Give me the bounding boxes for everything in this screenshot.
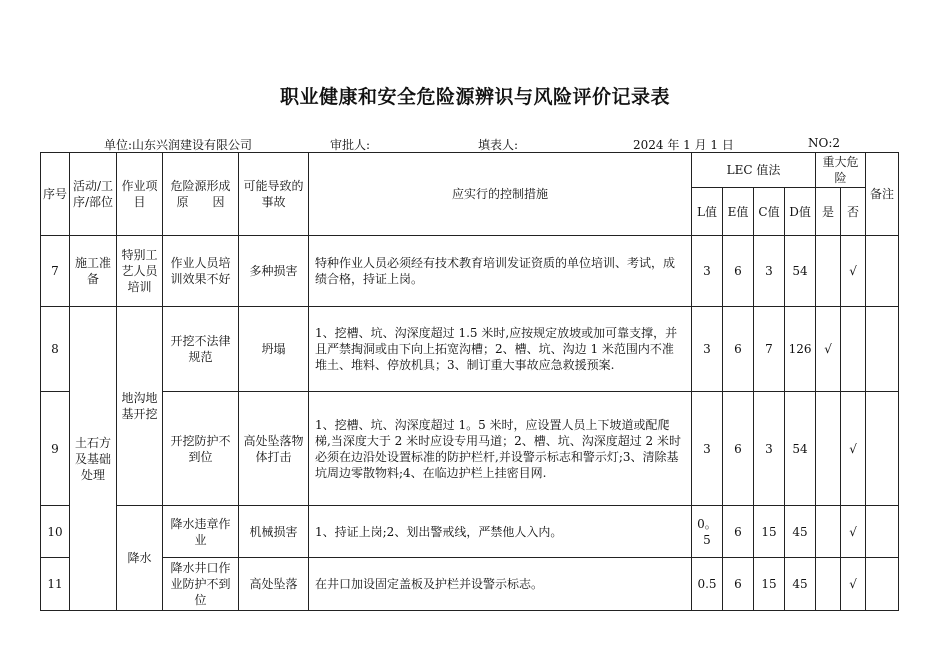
measures-cell: 1、挖槽、坑、沟深度超过 1。5 米时，应设置人员上下坡道或配爬梯,当深度大于 2 米时应设专用马道；2、槽、坑、沟深度超过 2 米时必须在边沿处设置标准的防护栏杆,并设警示标志和警示灯;3、清除基坑周边零散物料;4、在临边护栏上挂密目网. xyxy=(309,392,692,506)
remark-cell xyxy=(866,307,899,392)
header-yes: 是 xyxy=(816,188,841,236)
item-cell: 特别工艺人员培训 xyxy=(117,236,163,307)
header-l: L值 xyxy=(692,188,723,236)
measures-cell: 在井口加设固定盖板及护栏并设警示标志。 xyxy=(309,558,692,611)
hazard-cell: 开挖不法律规范 xyxy=(163,307,239,392)
major-yes-cell: √ xyxy=(816,307,841,392)
remark-cell xyxy=(866,392,899,506)
l-cell: 3 xyxy=(692,236,723,307)
unit-label: 单位:山东兴润建设有限公司 xyxy=(104,138,253,152)
d-cell: 126 xyxy=(785,307,816,392)
accident-cell: 多种损害 xyxy=(239,236,309,307)
table-row xyxy=(41,307,899,392)
header-hazard-line2: 原 因 xyxy=(176,195,225,209)
c-cell: 15 xyxy=(754,558,785,611)
table-row xyxy=(41,236,899,307)
header-major: 重大危险 xyxy=(816,153,866,188)
major-yes-cell xyxy=(816,236,841,307)
approver-label: 审批人: xyxy=(330,138,371,152)
table-row xyxy=(41,392,899,506)
hazard-cell: 作业人员培训效果不好 xyxy=(163,236,239,307)
remark-cell xyxy=(866,506,899,558)
accident-cell: 高处坠落 xyxy=(239,558,309,611)
activity-group-cell: 土石方及基础处理 xyxy=(70,307,117,611)
major-yes-cell xyxy=(816,506,841,558)
header-d: D值 xyxy=(785,188,816,236)
c-cell: 15 xyxy=(754,506,785,558)
date-label: 2024 年 1 月 1 日 xyxy=(633,138,734,152)
seq-cell: 7 xyxy=(41,236,70,307)
major-no-cell: √ xyxy=(841,236,866,307)
accident-cell: 高处坠落物体打击 xyxy=(239,392,309,506)
d-cell: 54 xyxy=(785,236,816,307)
header-row-1 xyxy=(41,153,899,188)
l-cell: 0。5 xyxy=(692,506,723,558)
e-cell: 6 xyxy=(723,392,754,506)
header-activity: 活动/工序/部位 xyxy=(70,153,117,236)
major-no-cell: √ xyxy=(841,558,866,611)
header-hazard-line1: 危险源形成 xyxy=(170,179,231,193)
e-cell: 6 xyxy=(723,307,754,392)
document-title: 职业健康和安全危险源辨识与风险评价记录表 xyxy=(279,86,670,108)
header-measures: 应实行的控制措施 xyxy=(309,153,692,236)
remark-cell xyxy=(866,236,899,307)
major-no-cell: √ xyxy=(841,392,866,506)
header-e: E值 xyxy=(723,188,754,236)
header-lec: LEC 值法 xyxy=(692,153,816,188)
measures-cell: 1、挖槽、坑、沟深度超过 1.5 米时,应按规定放坡或加可靠支撑，并且严禁掏洞或由下向上拓宽沟槽；2、槽、坑、沟边 1 米范围内不准堆土、堆料、停放机具；3、制订重大事故应急救援预案. xyxy=(309,307,692,392)
header-c: C值 xyxy=(754,188,785,236)
header-no: 否 xyxy=(841,188,866,236)
item-group-cell: 降水 xyxy=(117,506,163,611)
e-cell: 6 xyxy=(723,558,754,611)
seq-cell: 11 xyxy=(41,558,70,611)
seq-cell: 9 xyxy=(41,392,70,506)
table-row xyxy=(41,506,899,558)
major-no-cell xyxy=(841,307,866,392)
d-cell: 45 xyxy=(785,506,816,558)
table-row xyxy=(41,558,899,611)
header-accident: 可能导致的事故 xyxy=(239,153,309,236)
header-seq: 序号 xyxy=(41,153,70,236)
l-cell: 3 xyxy=(692,392,723,506)
e-cell: 6 xyxy=(723,236,754,307)
c-cell: 3 xyxy=(754,392,785,506)
measures-cell: 特种作业人员必须经有技术教育培训发证资质的单位培训、考试，成绩合格，持证上岗。 xyxy=(309,236,692,307)
hazard-cell: 降水井口作业防护不到位 xyxy=(163,558,239,611)
l-cell: 3 xyxy=(692,307,723,392)
major-no-cell: √ xyxy=(841,506,866,558)
item-group-cell: 地沟地基开挖 xyxy=(117,307,163,506)
hazard-cell: 开挖防护不到位 xyxy=(163,392,239,506)
seq-cell: 10 xyxy=(41,506,70,558)
major-yes-cell xyxy=(816,558,841,611)
header-hazard xyxy=(163,153,239,236)
measures-cell: 1、持证上岗;2、划出警戒线，严禁他人入内。 xyxy=(309,506,692,558)
filler-label: 填表人: xyxy=(478,138,519,152)
number-label: NO:2 xyxy=(808,136,841,150)
c-cell: 3 xyxy=(754,236,785,307)
c-cell: 7 xyxy=(754,307,785,392)
e-cell: 6 xyxy=(723,506,754,558)
seq-cell: 8 xyxy=(41,307,70,392)
risk-table xyxy=(40,152,899,611)
header-remark: 备注 xyxy=(866,153,899,236)
major-yes-cell xyxy=(816,392,841,506)
l-cell: 0.5 xyxy=(692,558,723,611)
accident-cell: 坍塌 xyxy=(239,307,309,392)
remark-cell xyxy=(866,558,899,611)
header-item: 作业项目 xyxy=(117,153,163,236)
activity-cell: 施工准备 xyxy=(70,236,117,307)
accident-cell: 机械损害 xyxy=(239,506,309,558)
hazard-cell: 降水违章作业 xyxy=(163,506,239,558)
d-cell: 45 xyxy=(785,558,816,611)
d-cell: 54 xyxy=(785,392,816,506)
